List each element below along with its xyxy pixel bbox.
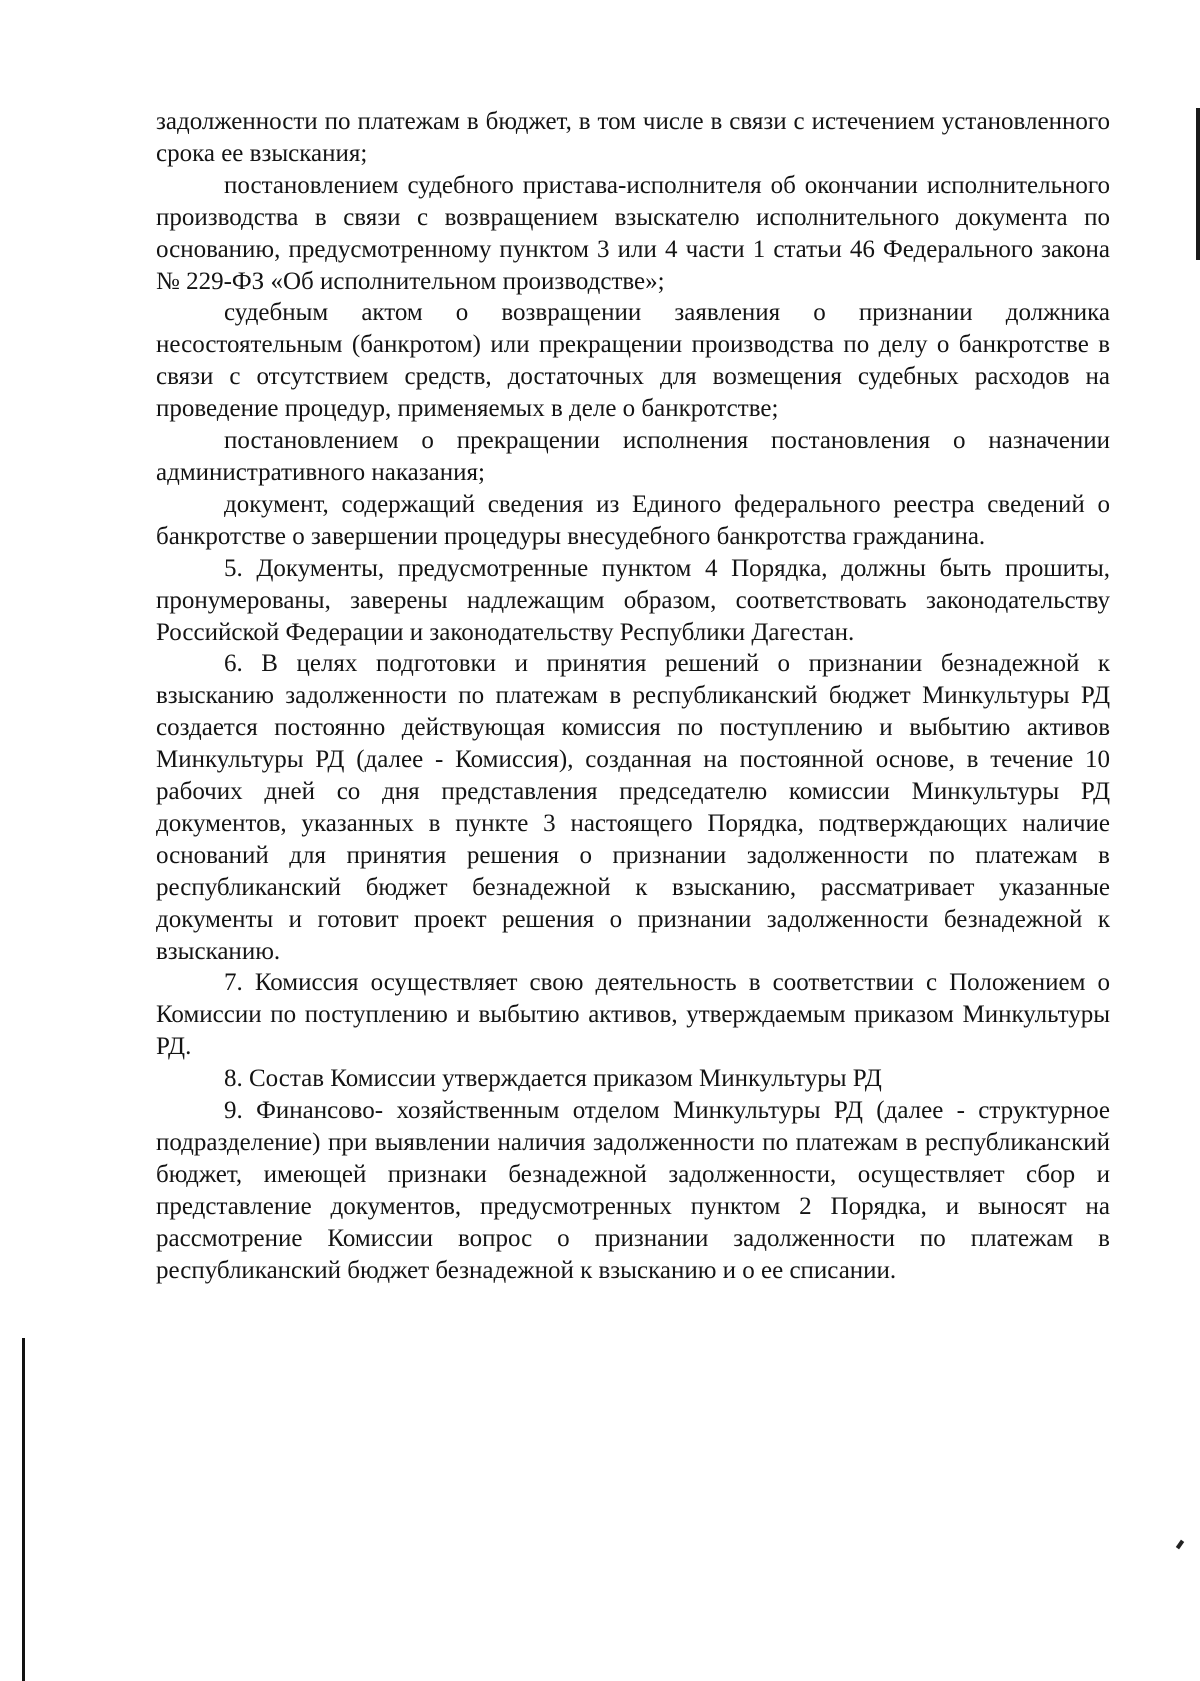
paragraph-item-7: 7. Комиссия осуществляет свою деятельность в соответствии с Положением о Комиссии по поступлению и выбытию активов, утверждаемым приказом Минкультуры РД. (156, 969, 1110, 1061)
paragraph-bankruptcy-registry: документ, содержащий сведения из Единого федерального реестра сведений о банкротстве о завершении процедуры внесудебного банкротства гражданина. (156, 490, 1110, 550)
scan-edge-right (1196, 108, 1200, 260)
document-body (156, 106, 1110, 1287)
paragraph-item-5: 5. Документы, предусмотренные пунктом 4 Порядка, должны быть прошиты, пронумерованы, заверены надлежащим образом, соответствовать законодательству Российской Федерации и законодательству Республики Дагестан. (156, 554, 1110, 646)
paragraph-item-6: 6. В целях подготовки и принятия решений о признании безнадежной к взысканию задолженности по платежам в республиканский бюджет Минкультуры РД создается постоянно действующая комиссия по поступлению и выбытию активов Минкультуры РД (далее - Комиссия), созданная на постоянной основе, в течение 10 рабочих дней со дня представления председателю комиссии Минкультуры РД документов, указанных в пункте 3 настоящего Порядка, подтверждающих наличие оснований для принятия решения о признании задолженности по платежам в республиканский бюджет безнадежной к взысканию, рассматривает указанные документы и готовит проект решения о признании задолженности безнадежной к взысканию. (156, 650, 1110, 965)
scan-edge-left (22, 1338, 25, 1681)
paragraph-item-8: 8. Состав Комиссии утверждается приказом Минкультуры РД (224, 1065, 882, 1093)
paragraph-court-act: судебным актом о возвращении заявления о признании должника несостоятельным (банкротом) или прекращении производства по делу о банкротстве в связи с отсутствием средств, достаточных для возмещения судебных расходов на проведение процедур, применяемых в деле о банкротстве; (156, 299, 1110, 423)
paragraph-termination-resolution: постановлением о прекращении исполнения постановления о назначении административного наказания; (156, 427, 1110, 486)
paragraph-item-9: 9. Финансово- хозяйственным отделом Минкультуры РД (далее - структурное подразделение) при выявлении наличия задолженности по платежам в республиканский бюджет, имеющей признаки безнадежной задолженности, осуществляет сбор и представление документов, предусмотренных пунктом 2 Порядка, и выносят на рассмотрение Комиссии вопрос о признании задолженности по платежам в республиканский бюджет безнадежной к взысканию и о ее списании. (156, 1097, 1110, 1284)
scan-mark (1176, 1540, 1184, 1550)
paragraph-debt-continuation: задолженности по платежам в бюджет, в том числе в связи с истечением установленного срока ее взыскания; (156, 108, 1110, 167)
paragraph-bailiff-resolution: постановлением судебного пристава-исполнителя об окончании исполнительного производства в связи с возвращением взыскателю исполнительного документа по основанию, предусмотренному пунктом 3 или 4 части 1 статьи 46 Федерального закона № 229-ФЗ «Об исполнительном производстве»; (156, 171, 1110, 295)
